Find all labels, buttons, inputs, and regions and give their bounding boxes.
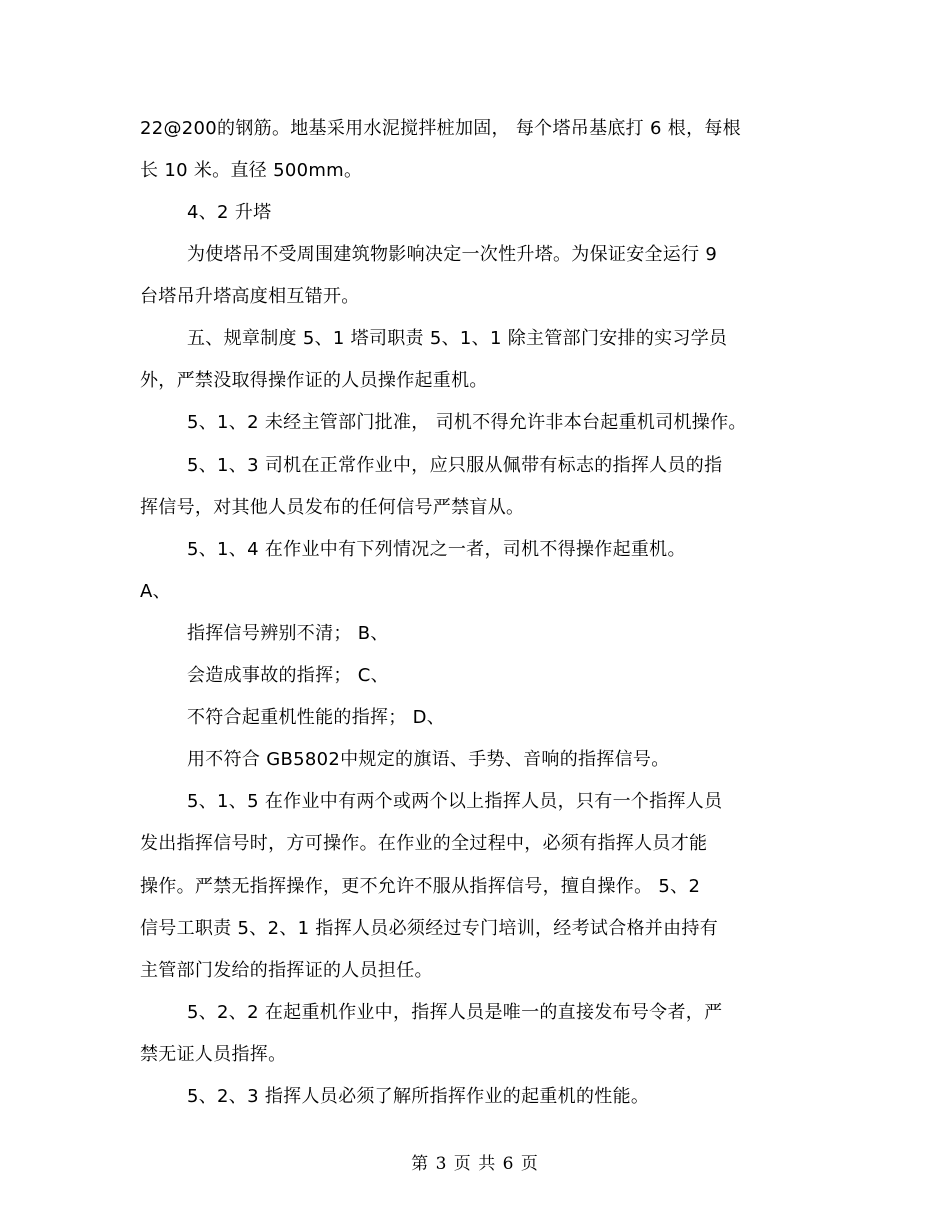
page-number-footer: 第 3 页 共 6 页: [411, 1154, 539, 1174]
body-line: 5、1、3 司机在正常作业中，应只服从佩带有标志的指挥人员的指: [187, 455, 723, 476]
body-line: 外，严禁没取得操作证的人员操作起重机。: [140, 370, 488, 391]
body-line: 5、1、5 在作业中有两个或两个以上指挥人员，只有一个指挥人员: [187, 791, 723, 812]
body-line: 长 10 米。直径 500mm。: [140, 160, 363, 181]
list-item: 会造成事故的指挥； C、: [187, 665, 389, 686]
list-marker: A、: [140, 581, 171, 602]
body-line: 5、1、2 未经主管部门批准， 司机不得允许非本台起重机司机操作。: [187, 412, 747, 433]
body-line: 信号工职责 5、2、1 指挥人员必须经过专门培训，经考试合格并由持有: [140, 918, 718, 939]
body-line: 发出指挥信号时，方可操作。在作业的全过程中，必须有指挥人员才能: [140, 833, 708, 854]
list-item: 指挥信号辨别不清； B、: [187, 623, 389, 644]
body-line: 5、2、2 在起重机作业中，指挥人员是唯一的直接发布号令者，严: [187, 1002, 723, 1023]
body-line: 禁无证人员指挥。: [140, 1044, 287, 1065]
list-item: 用不符合 GB5802中规定的旗语、手势、音响的指挥信号。: [187, 749, 670, 770]
body-line: 为使塔吊不受周围建筑物影响决定一次性升塔。为保证安全运行 9: [187, 244, 718, 265]
section-heading: 4、2 升塔: [187, 202, 272, 223]
body-line: 五、规章制度 5、1 塔司职责 5、1、1 除主管部门安排的实习学员: [187, 328, 728, 349]
body-line: 5、2、3 指挥人员必须了解所指挥作业的起重机的性能。: [187, 1086, 650, 1107]
body-line: 台塔吊升塔高度相互错开。: [140, 286, 360, 307]
list-item: 不符合起重机性能的指挥； D、: [187, 707, 446, 728]
body-line: 操作。严禁无指挥操作，更不允许不服从指挥信号，擅自操作。 5、2: [140, 876, 701, 897]
body-line: 5、1、4 在作业中有下列情况之一者，司机不得操作起重机。: [187, 539, 686, 560]
body-line: 挥信号，对其他人员发布的任何信号严禁盲从。: [140, 497, 525, 518]
body-line: 主管部门发给的指挥证的人员担任。: [140, 960, 433, 981]
body-line: 22@200的钢筋。地基采用水泥搅拌桩加固， 每个塔吊基底打 6 根，每根: [140, 118, 741, 139]
